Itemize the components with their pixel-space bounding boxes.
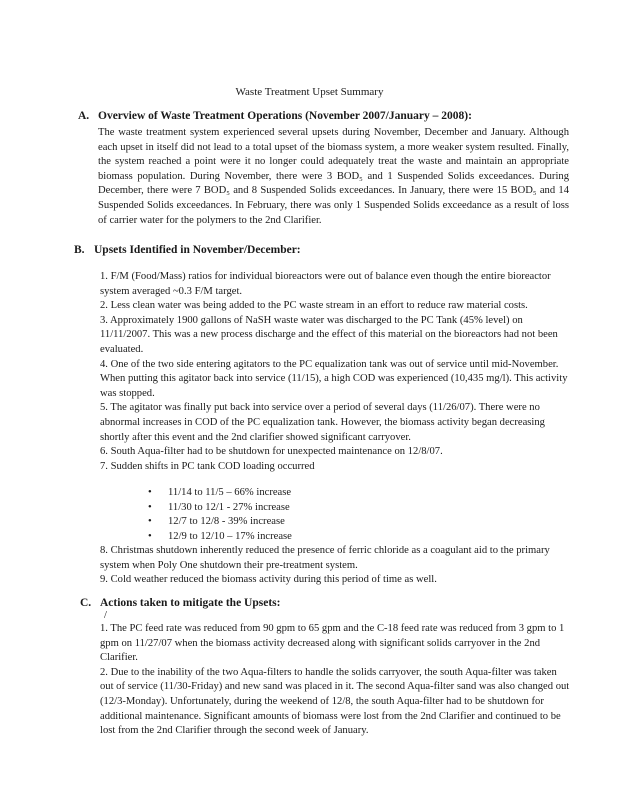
section-c-letter: C.	[80, 597, 92, 609]
upset-item-5: 5. The agitator was finally put back into service over a period of several days (11/26/07). There were no abnormal increases in COD of the PC equalization tank. However, the biomass activity began decreasing shortly after this event and the 2nd clarifier showed significant carryover.	[100, 402, 545, 443]
section-b-heading	[74, 244, 301, 256]
cod-shift-item: • 12/7 to 12/8 - 39% increase	[148, 515, 448, 530]
section-c-heading	[80, 597, 280, 609]
section-a-letter: A.	[78, 110, 90, 122]
upset-item-8: 8. Christmas shutdown inherently reduced the presence of ferric chloride as a coagulant aid to the primary system when Poly One shutdown their pre-treatment system.	[100, 545, 550, 571]
upset-item-3: 3. Approximately 1900 gallons of NaSH waste water was discharged to the PC Tank (45% level) on 11/11/2007. This was a new process discharge and the effect of this material on the bioreactors had not been evaluated.	[100, 314, 558, 355]
upset-item-1: 1. F/M (Food/Mass) ratios for individual bioreactors were out of balance even though the entire bioreactor system averaged ~0.3 F/M target.	[100, 271, 551, 297]
section-a-title: Overview of Waste Treatment Operations (November 2007/January – 2008):	[98, 110, 472, 122]
upset-item-4: 4. One of the two side entering agitators to the PC equalization tank was out of service until mid-November. When putting this agitator back into service (11/15), a high COD was experienced (10,435 mg/l). This activity was stopped.	[100, 358, 568, 399]
cod-shift-item: • 12/9 to 12/10 – 17% increase	[148, 530, 448, 545]
section-b-letter: B.	[74, 244, 85, 256]
action-item-2: 2. Due to the inability of the two Aqua-filters to handle the solids carryover, the south Aqua-filter was taken out of service (11/30-Friday) and new sand was placed in it. The second Aqua-filter sand was also changed out (12/3-Monday). Unfortunately, during the weekend of 12/8, the south Aqua-filter had to be shutdown for additional maintenance. Significant amounts of biomass were lost from the 2nd Clarifier and continued to be lost from the 2nd Clarifier through the second week of January.	[100, 666, 570, 737]
section-b-title: Upsets Identified in November/December:	[94, 244, 301, 256]
cod-shift-item: • 11/14 to 11/5 – 66% increase	[148, 486, 448, 501]
upset-item-7: 7. Sudden shifts in PC tank COD loading occurred	[100, 460, 315, 472]
upsets-list	[100, 270, 570, 474]
actions-list	[100, 622, 570, 739]
upsets-list-continued	[100, 544, 570, 588]
document-title: Waste Treatment Upset Summary	[235, 86, 384, 98]
upset-item-2: 2. Less clean water was being added to the PC waste stream in an effort to reduce raw material costs.	[100, 300, 528, 312]
upset-item-9: 9. Cold weather reduced the biomass activity during this period of time as well.	[100, 574, 437, 586]
cod-shift-list	[148, 486, 448, 544]
section-c-title: Actions taken to mitigate the Upsets:	[100, 597, 281, 609]
section-a-text: The waste treatment system experienced several upsets during November, December and January. Although each upset in itself did not lead to a total upset of the biomass system, a more weaker system resulted. Finally, the system reached a point were it no longer could adequately treat the waste and maintain an appropriate biomass population. During November, there were 3 BOD₅ and 1 Suspended Solids exceedances. During December, there were 7 BOD₅ and 8 Suspended Solids exceedances. In January, there were 15 BOD₅ and 14 Suspended Solids exceedances. In February, there was only 1 Suspended Solids exceedance as a result of loss of carrier water for the polymers to the 2nd Clarifier.	[98, 127, 569, 226]
stray-mark: /	[104, 610, 107, 621]
upset-item-6: 6. South Aqua-filter had to be shutdown for unexpected maintenance on 12/8/07.	[100, 446, 443, 458]
section-a-heading	[78, 110, 472, 122]
action-item-1: 1. The PC feed rate was reduced from 90 gpm to 65 gpm and the C-18 feed rate was reduced from 3 gpm to 1 gpm on 11/27/07 when the biomass activity decreased along with significant solids carryover in the 2nd Clarifier.	[100, 623, 565, 664]
cod-shift-item: • 11/30 to 12/1 - 27% increase	[148, 501, 448, 516]
